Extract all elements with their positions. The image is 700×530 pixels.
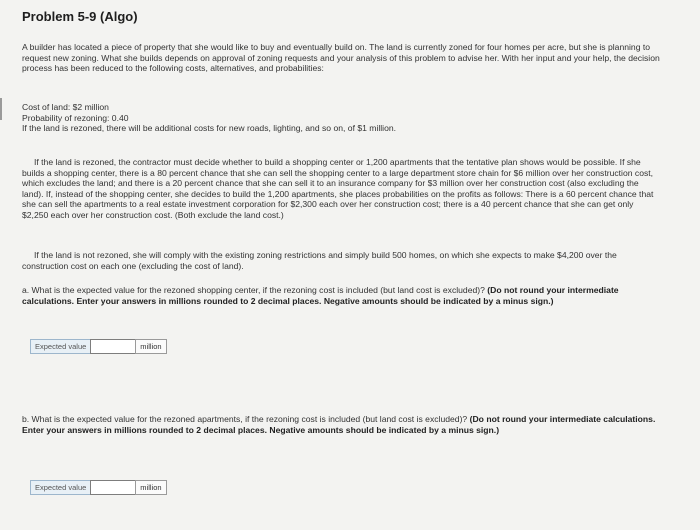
unit-label-b: million [135,480,166,495]
expected-value-input-a[interactable] [90,339,136,354]
intro-text: A builder has located a piece of property that she would like to buy and eventually build on. The land is currently zoned for four homes per acre, but she is planning to request new zoning. What she builds depends on approval of zoning requests and your analysis of this problem to advise her. With her input and your help, the decision process has been reduced to the following costs, alternatives, and probabilities: [22,42,660,74]
rezoned-paragraph [22,157,662,221]
expected-value-label-a: Expected value [30,339,91,354]
fact-rezone-cost: If the land is rezoned, there will be additional costs for new roads, lighting, and so on, of $1 million. [22,123,397,134]
question-b-text: b. What is the expected value for the rezoned apartments, if the rezoning cost is included (but land cost is excluded)? [22,414,468,424]
fact-probability: Probability of rezoning: 0.40 [22,112,129,123]
facts-block [22,102,662,134]
question-a-text: a. What is the expected value for the rezoned shopping center, if the rezoning cost is included (but land cost is excluded)? [22,285,485,295]
answer-row-a [30,339,167,354]
problem-title: Problem 5-9 (Algo) [22,9,138,24]
question-a [22,285,662,306]
question-b-instructions: (Do not round your intermediate calculations. Enter your answers in millions rounded to 2 decimal places. Negative amounts should be indicated by a minus sign.) [22,414,656,435]
intro-paragraph [22,42,662,74]
unit-label-a: million [135,339,166,354]
answer-row-b [30,480,167,495]
question-b [22,414,662,435]
question-a-instructions: (Do not round your intermediate calculations. Enter your answers in millions rounded to 2 decimal places. Negative amounts should be indicated by a minus sign.) [22,285,619,306]
fact-land-cost: Cost of land: $2 million [22,102,109,112]
not-rezoned-paragraph [22,250,662,271]
not-rezoned-text: If the land is not rezoned, she will comply with the existing zoning restrictions and simply build 500 homes, on which she expects to make $4,200 over the construction cost on each one (excluding the cost of land). [22,250,617,271]
expected-value-label-b: Expected value [30,480,91,495]
margin-marker [0,98,8,120]
expected-value-input-b[interactable] [90,480,136,495]
rezoned-text: If the land is rezoned, the contractor must decide whether to build a shopping center or 1,200 apartments that the tentative plan shows would be possible. If she builds a shopping center, there is a 80 percent chance that she can sell the shopping center to a large department store chain for $6 million over her construction cost, which excludes the land; and there is a 20 percent chance that she can sell it to an insurance company for $3 million over her construction cost (also excluding the land). If, instead of the shopping center, she decides to build the 1,200 apartments, she places probabilities on the profits as follows: There is a 60 percent chance that she can sell the apartments to a real estate investment corporation for $2,300 each over her construction cost; there is a 40 percent chance that she can get only $2,250 each over her construction cost. (Both exclude the land cost.) [22,157,654,220]
